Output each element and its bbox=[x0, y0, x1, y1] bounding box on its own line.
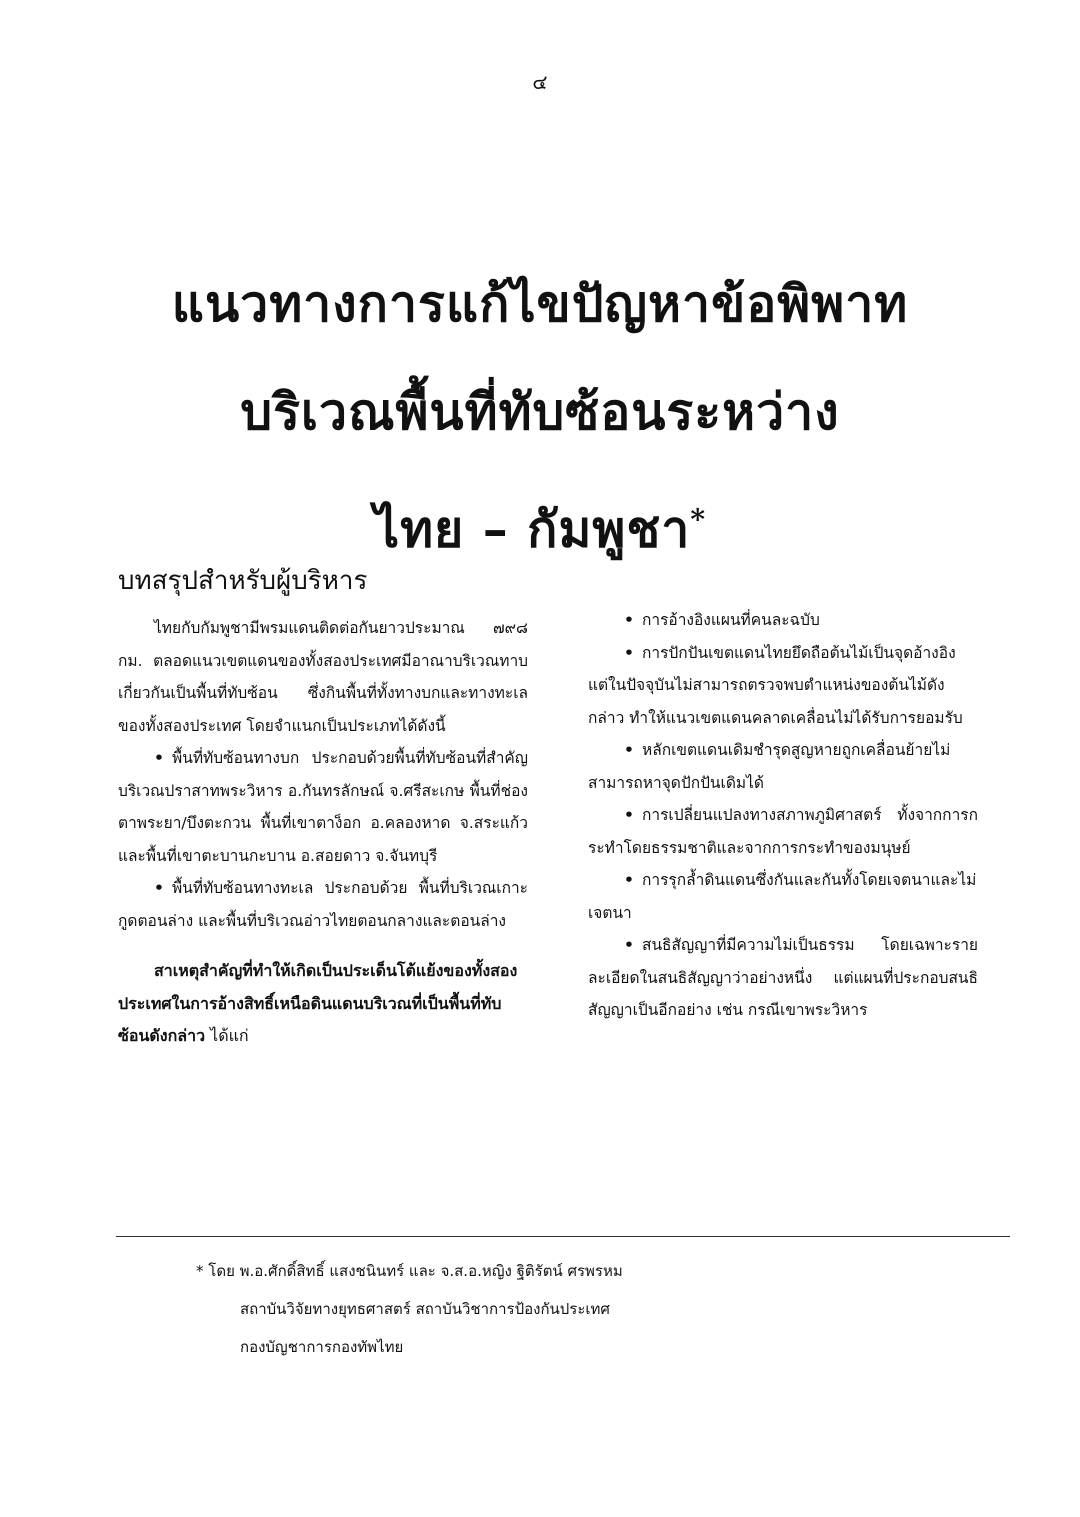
bullet-land-overlap bbox=[118, 742, 528, 872]
bullet-icon: • bbox=[624, 806, 634, 824]
causes-bold-text: สาเหตุสำคัญที่ทำให้เกิดเป็นประเด็นโต้แย้งของทั้งสองประเทศในการอ้างสิทธิ์เหนือดินแดนบริเวณที่เป็นพื้นที่ทับซ้อนดังกล่าว bbox=[118, 961, 518, 1045]
right-column bbox=[588, 604, 978, 1027]
bullet-sea-text: พื้นที่ทับซ้อนทางทะเล ประกอบด้วย พื้นที่บริเวณเกาะกูดตอนล่าง และพื้นที่บริเวณอ่าวไทยตอนกลางและตอนล่าง bbox=[118, 879, 528, 930]
bullet-icon: • bbox=[154, 749, 164, 767]
cause-item bbox=[588, 734, 978, 799]
footnote-marker: * bbox=[690, 503, 707, 536]
cause-item bbox=[588, 604, 978, 637]
cause-item bbox=[588, 637, 978, 735]
left-column bbox=[118, 612, 528, 1053]
footnote-institute: สถาบันวิจัยทางยุทธศาสตร์ สถาบันวิชาการป้องกันประเทศ bbox=[240, 1300, 610, 1318]
cause-item-text: หลักเขตแดนเดิมชำรุดสูญหายถูกเคลื่อนย้ายไม่สามารถหาจุดปักปันเดิมได้ bbox=[588, 741, 951, 792]
causes-paragraph bbox=[118, 955, 528, 1053]
title-line-3-text: ไทย – กัมพูชา bbox=[373, 499, 691, 559]
bullet-land-text: พื้นที่ทับซ้อนทางบก ประกอบด้วยพื้นที่ทับซ้อนที่สำคัญบริเวณปราสาทพระวิหาร อ.กันทรลักษณ์ จ.ศรีสะเกษ พื้นที่ช่องตาพระยา/บึงตะกวน พื้นที่เขาตาง็อก อ.คลองหาด จ.สระแก้ว และพื้นที่เขาตะบานกะบาน อ.สอยดาว จ.จันทบุรี bbox=[118, 749, 528, 865]
footnote-divider bbox=[116, 1236, 1010, 1237]
bullet-icon: • bbox=[624, 741, 634, 759]
title-line-2: บริเวณพื้นที่ทับซ้อนระหว่าง bbox=[240, 382, 840, 441]
bullet-icon: • bbox=[624, 871, 634, 889]
cause-item-text: การปักปันเขตแดนไทยยึดถือต้นไม้เป็นจุดอ้างอิง แต่ในปัจจุบันไม่สามารถตรวจพบตำแหน่งของต้นไม้ดังกล่าว ทำให้แนวเขตแดนคลาดเคลื่อนไม่ได้รับการยอมรับ bbox=[588, 643, 963, 727]
cause-item bbox=[588, 799, 978, 864]
bullet-sea-overlap bbox=[118, 872, 528, 937]
cause-item-text: การอ้างอิงแผนที่คนละฉบับ bbox=[642, 611, 820, 629]
cause-item bbox=[588, 864, 978, 929]
cause-item-text: การเปลี่ยนแปลงทางสภาพภูมิศาสตร์ ทั้งจากการกระทำโดยธรรมชาติและจากการกระทำของมนุษย์ bbox=[588, 806, 978, 857]
bullet-icon: • bbox=[624, 611, 634, 629]
section-heading: บทสรุปสำหรับผู้บริหาร bbox=[118, 566, 368, 596]
cause-item-text: การรุกล้ำดินแดนซึ่งกันและกันทั้งโดยเจตนาและไม่เจตนา bbox=[588, 871, 977, 922]
title-line-1: แนวทางการแก้ไขปัญหาข้อพิพาท bbox=[171, 274, 909, 333]
footnote bbox=[196, 1252, 996, 1366]
footnote-organization: กองบัญชาการกองทัพไทย bbox=[240, 1338, 404, 1356]
bullet-icon: • bbox=[624, 643, 634, 662]
page-number: ๔ bbox=[532, 70, 548, 94]
intro-paragraph: ไทยกับกัมพูชามีพรมแดนติดต่อกันยาวประมาณ ๗๙๘ กม. ตลอดแนวเขตแดนของทั้งสองประเทศมีอาณาบริเวณทาบเกี่ยวกันเป็นพื้นที่ทับซ้อน ซึ่งกินพื้นที่ทั้งทางบกและทางทะเลของทั้งสองประเทศ โดยจำแนกเป็นประเภทได้ดังนี้ bbox=[118, 619, 528, 735]
bullet-icon: • bbox=[624, 936, 634, 954]
cause-item bbox=[588, 929, 978, 1027]
cause-item-text: สนธิสัญญาที่มีความไม่เป็นธรรม โดยเฉพาะรายละเอียดในสนธิสัญญาว่าอย่างหนึ่ง แต่แผนที่ประกอบสนธิสัญญาเป็นอีกอย่าง เช่น กรณีเขาพระวิหาร bbox=[588, 936, 978, 1019]
footnote-authors: * โดย พ.อ.ศักดิ์สิทธิ์ แสงชนินทร์ และ จ.ส.อ.หญิง ฐิติรัตน์ ศรพรหม bbox=[196, 1262, 623, 1280]
document-title bbox=[0, 250, 1080, 584]
bullet-icon: • bbox=[154, 879, 164, 897]
causes-tail-text: ได้แก่ bbox=[205, 1026, 249, 1045]
